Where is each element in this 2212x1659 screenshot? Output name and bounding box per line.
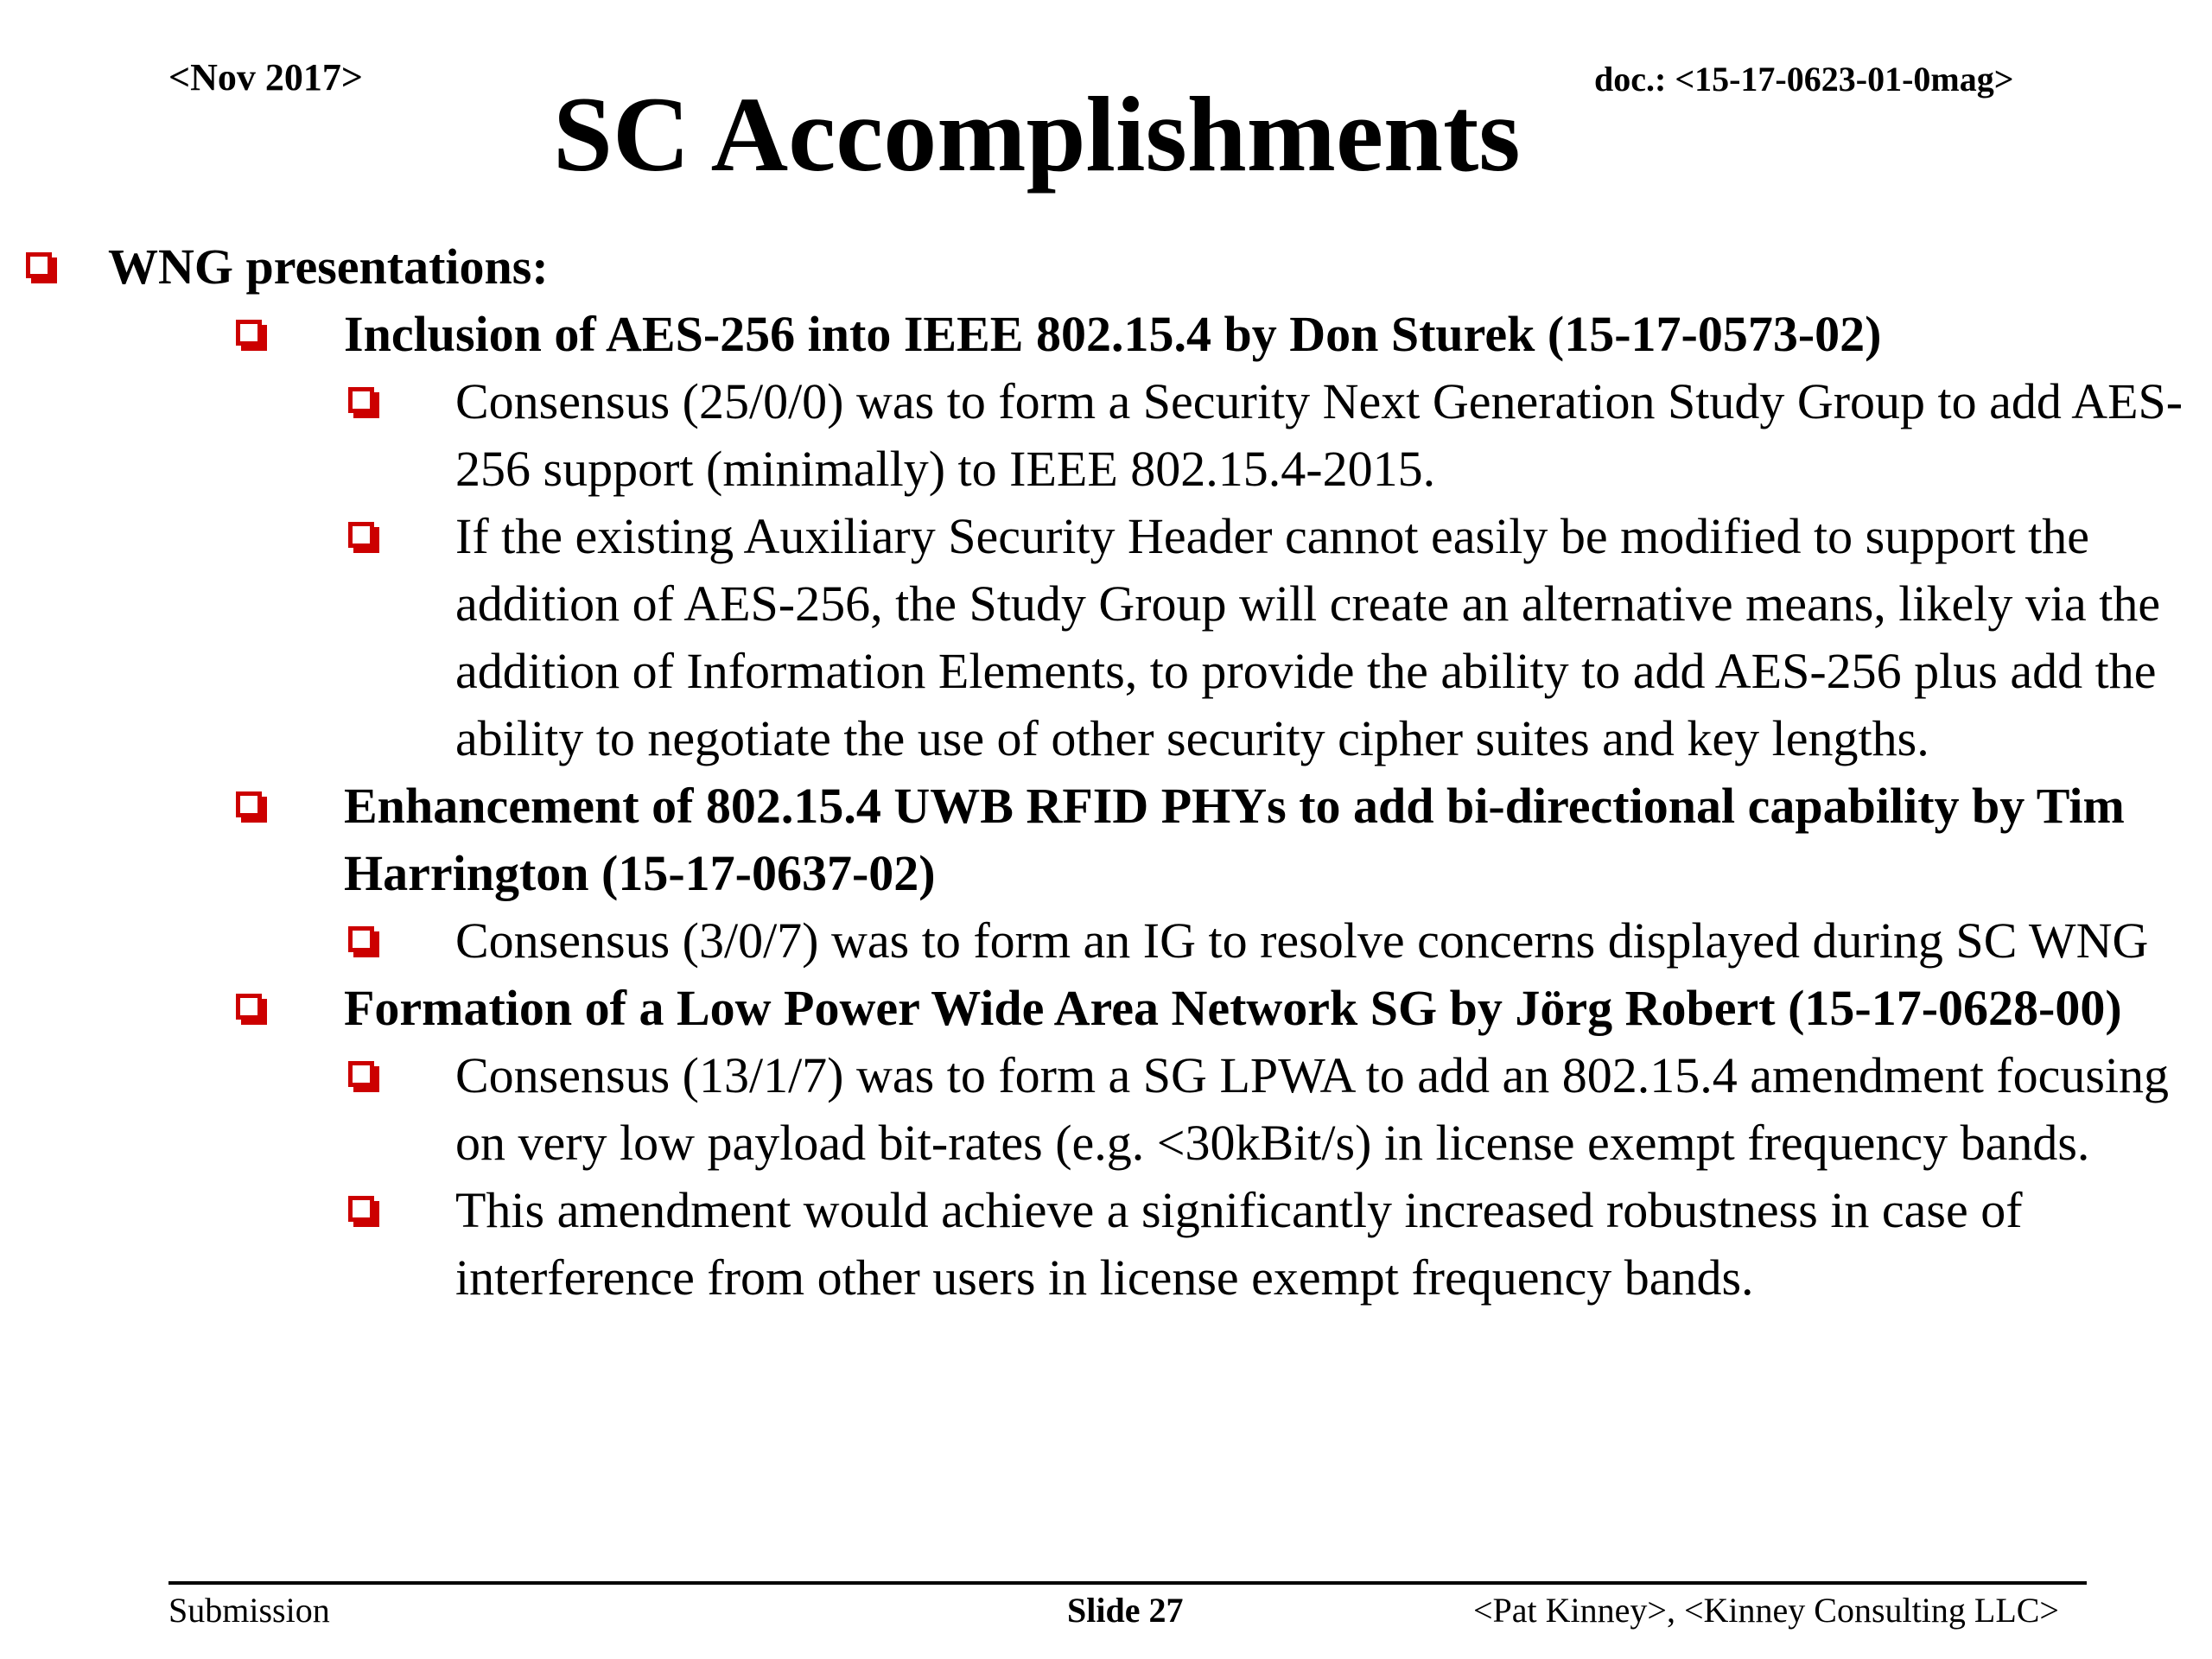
slide-content [0,233,2212,1312]
bullet-uwb-rfid-presentation [0,772,2176,907]
bullet-lpwan-consensus [0,1042,2192,1177]
checkbox-bullet-icon [348,1196,374,1222]
footer-submission: Submission [168,1591,330,1630]
bullet-text: Consensus (3/0/7) was to form an IG to resolve concerns displayed during SC WNG [455,912,2149,969]
footer-slide-number: Slide 27 [1067,1591,1184,1630]
checkbox-bullet-icon [348,387,374,413]
checkbox-bullet-icon [348,1061,374,1087]
bullet-wng-presentations [0,233,2212,301]
bullet-text: Consensus (13/1/7) was to form a SG LPWA to add an 802.15.4 amendment focusing on very low payload bit-rates (e.g. <30kBit/s) in license exempt frequency bands. [455,1047,2170,1171]
footer-author: <Pat Kinney>, <Kinney Consulting LLC> [1473,1591,2059,1630]
bullet-text: Enhancement of 802.15.4 UWB RFID PHYs to add bi-directional capability by Tim Harrington (15-17-0637-02) [344,778,2125,901]
footer-divider [168,1581,2087,1585]
checkbox-bullet-icon [236,791,262,817]
header-doc-number: doc.: <15-17-0623-01-0mag> [1594,60,2014,99]
bullet-text: This amendment would achieve a significantly increased robustness in case of interference from other users in license exempt frequency bands. [455,1182,2023,1306]
bullet-aes256-alternative [0,503,2192,772]
bullet-text: Formation of a Low Power Wide Area Network SG by Jörg Robert (15-17-0628-00) [344,980,2122,1036]
slide-title: SC Accomplishments [553,75,1521,194]
header-date: <Nov 2017> [168,56,363,99]
checkbox-bullet-icon [26,252,52,278]
checkbox-bullet-icon [348,522,374,548]
checkbox-bullet-icon [236,994,262,1020]
bullet-lpwan-robustness [0,1177,2192,1312]
bullet-lpwan-presentation [0,975,2176,1042]
bullet-text: Inclusion of AES-256 into IEEE 802.15.4 by Don Sturek (15-17-0573-02) [344,306,1882,362]
checkbox-bullet-icon [236,320,262,346]
bullet-aes256-presentation [0,301,2176,368]
bullet-aes256-consensus [0,368,2192,503]
bullet-text: If the existing Auxiliary Security Header cannot easily be modified to support the addition of AES-256, the Study Group will create an alternative means, likely via the addition of Information Elements, to provide the ability to add AES-256 plus add the ability to negotiate the use of other security cipher suites and key lengths. [455,508,2161,766]
bullet-text: WNG presentations: [108,238,549,295]
bullet-uwb-rfid-consensus [0,907,2192,975]
bullet-text: Consensus (25/0/0) was to form a Security Next Generation Study Group to add AES-256 support (minimally) to IEEE 802.15.4-2015. [455,373,2183,497]
checkbox-bullet-icon [348,926,374,952]
